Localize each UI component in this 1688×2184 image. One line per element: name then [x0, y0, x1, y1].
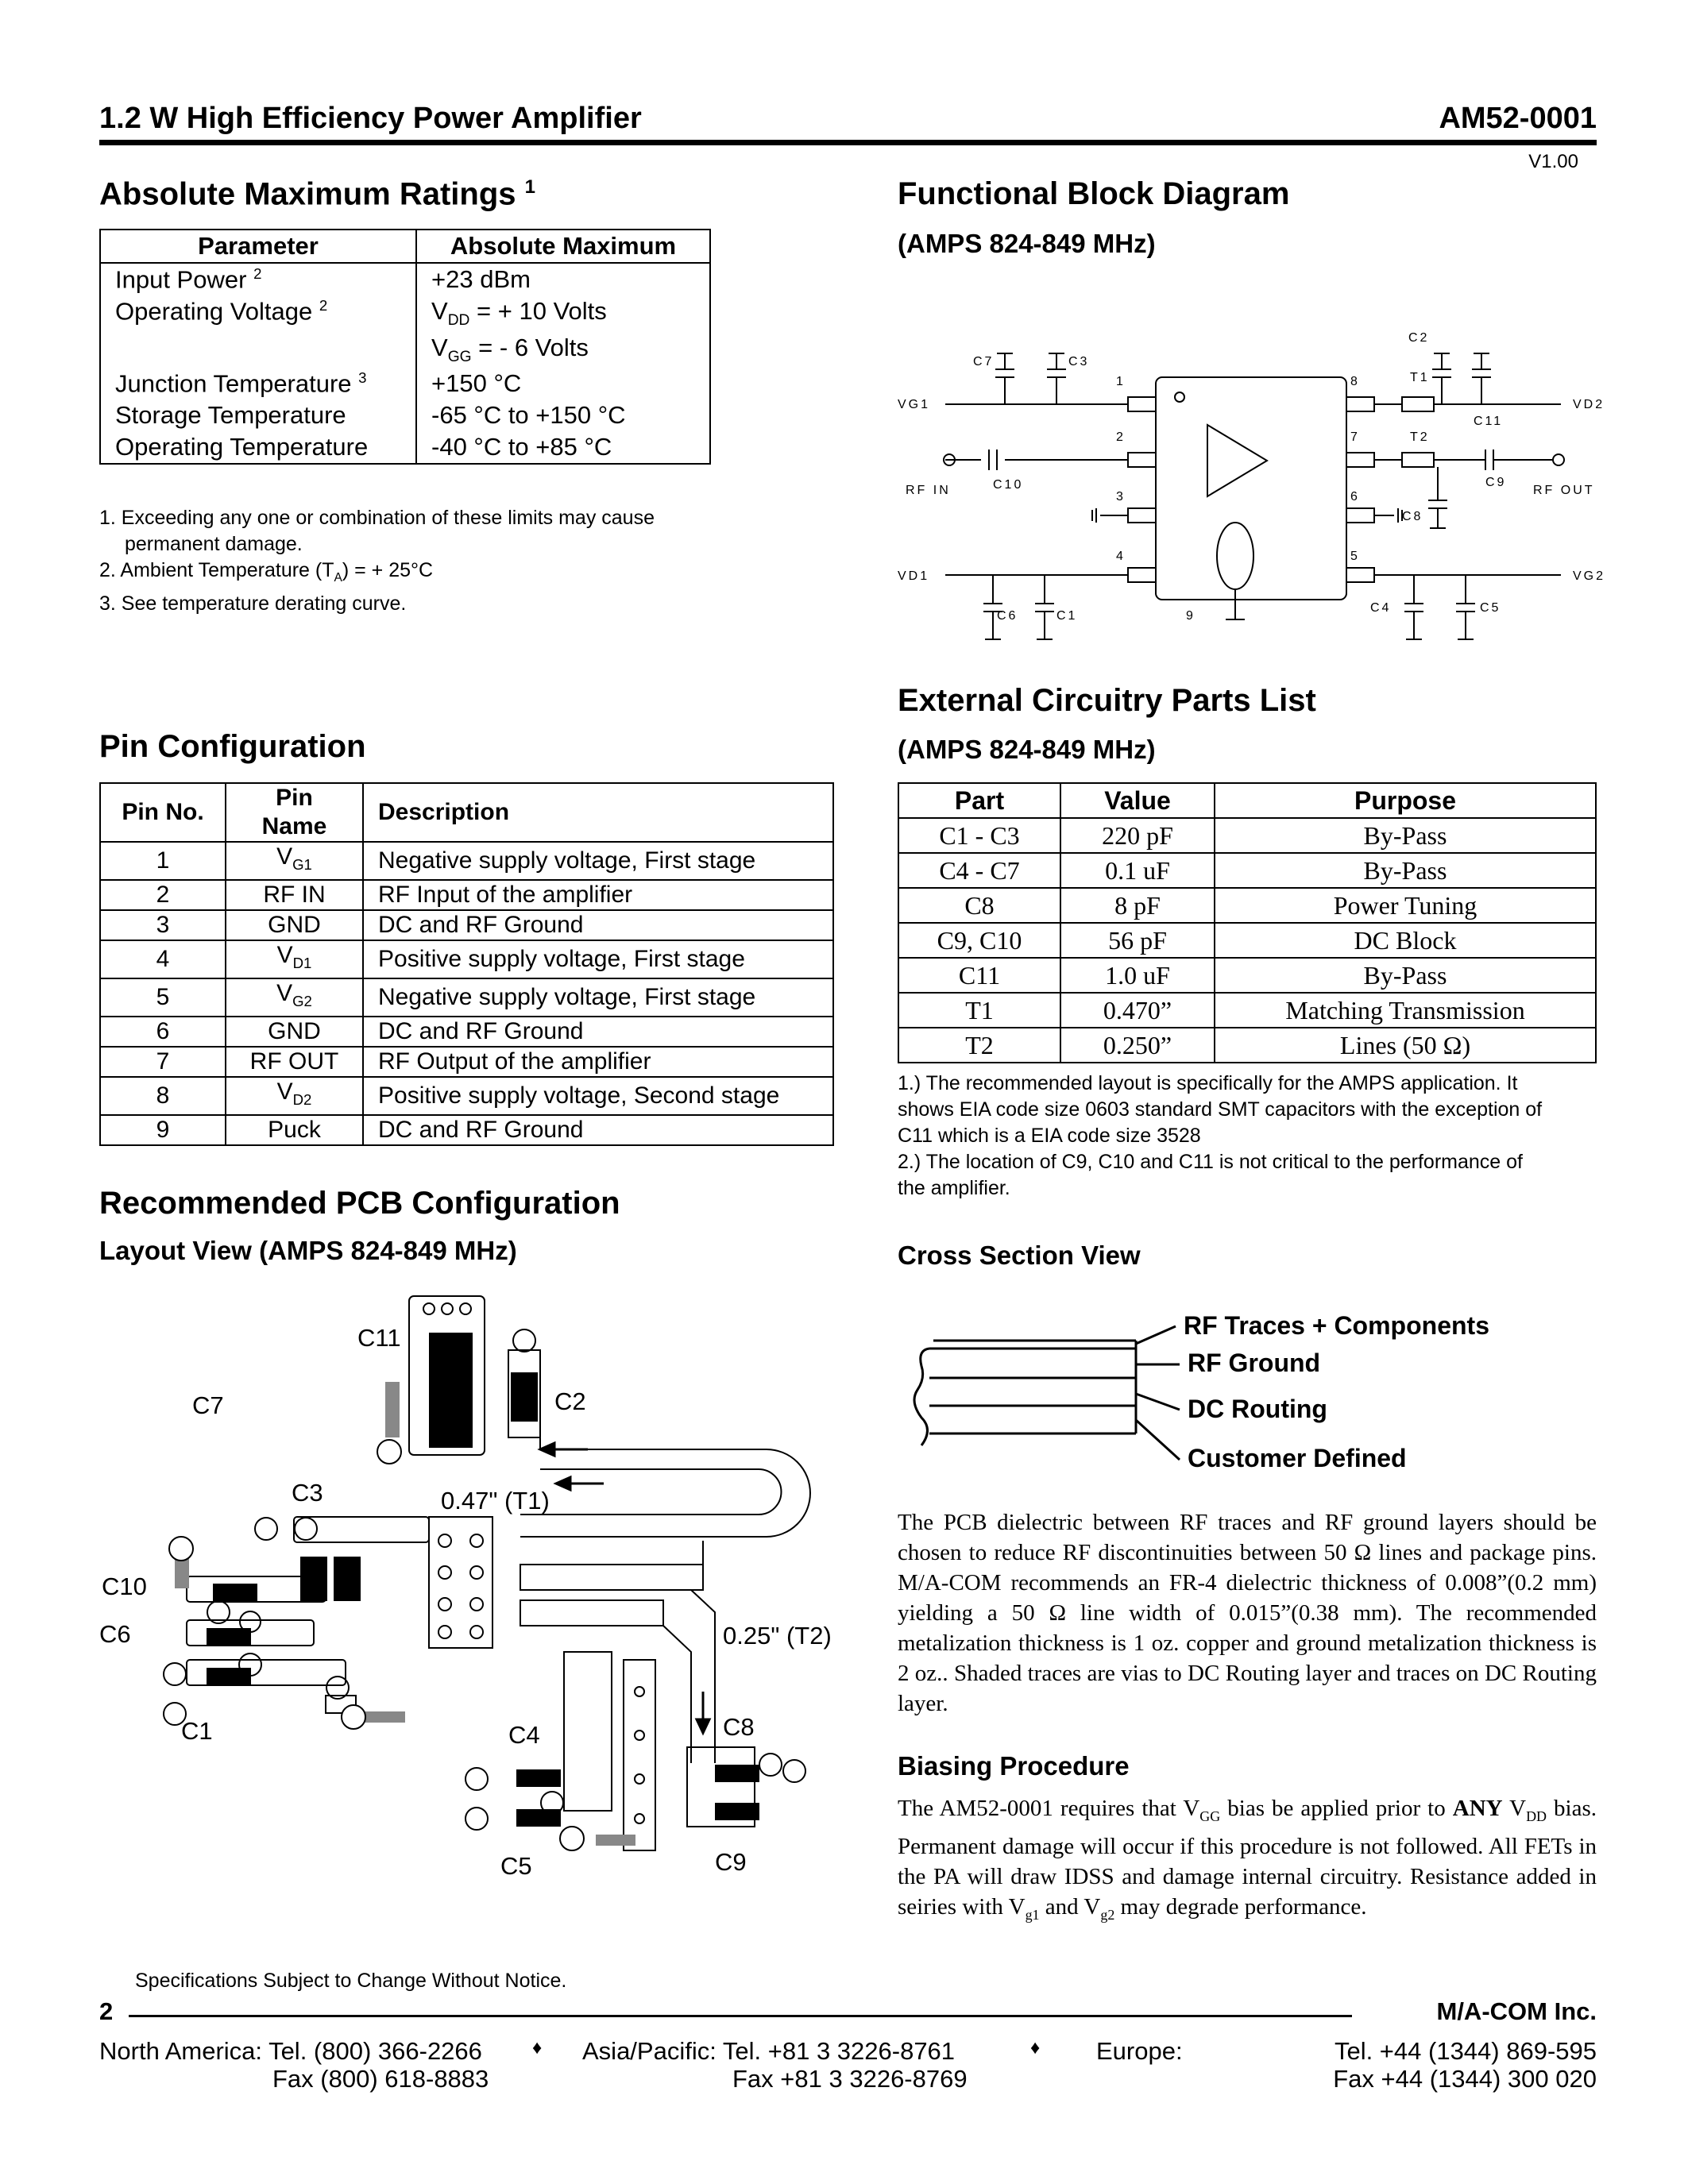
pin-name [226, 1077, 363, 1115]
cross-section-paragraph: The PCB dielectric between RF traces and RF ground layers should be chosen to reduce RF discontinuities between 50 Ω lines and package pins. M/A-COM recommends an FR-4 dielectric thickness of 0.008”(0.2 mm) yielding a 50 Ω line width of 0.015”(0.38 mm). The recommended metalization thickness is 1 oz. copper and ground metalization thickness is 2 oz.. Shaded traces are vias to DC Routing layer and traces on DC Routing layer. [898, 1510, 1597, 1716]
bias-sub: g2 [1100, 1906, 1115, 1923]
biasing-paragraph [898, 1793, 1597, 1930]
pcb-label-t1: 0.47" (T1) [441, 1487, 550, 1515]
eu-label: Europe: [1096, 2037, 1183, 2065]
part: C11 [898, 958, 1060, 993]
param: Input Power [115, 265, 247, 294]
purpose: DC Block [1215, 923, 1596, 958]
note-text: 2. Ambient Temperature (T [99, 559, 334, 581]
fbd-label-vd1: VD1 [898, 569, 930, 583]
pin-name-sub: D1 [292, 955, 312, 971]
pin-desc: Negative supply voltage, First stage [363, 978, 833, 1017]
pin-no: 7 [100, 1047, 226, 1077]
table-row [898, 818, 1596, 853]
pin-name [226, 978, 363, 1017]
value: 0.250” [1060, 1028, 1215, 1063]
col-part: Part [898, 783, 1060, 818]
abs-max-table [99, 229, 711, 465]
note-line [99, 558, 727, 591]
c8-body [715, 1765, 759, 1782]
pin-name: RF IN [226, 880, 363, 910]
table-row [898, 853, 1596, 888]
table-row [100, 1115, 833, 1145]
pin-name-sub: G1 [292, 856, 312, 873]
bias-text: V [1502, 1796, 1527, 1821]
pin-no: 4 [100, 940, 226, 978]
c11-body [429, 1333, 473, 1448]
pcb-label-c6: C6 [99, 1620, 131, 1648]
layer-dc-routing: DC Routing [1188, 1395, 1327, 1423]
purpose: By-Pass [1215, 958, 1596, 993]
abs-max-notes [99, 505, 727, 617]
pin-desc: RF Output of the amplifier [363, 1047, 833, 1077]
c6-body [207, 1628, 251, 1646]
purpose: Matching Transmission [1215, 993, 1596, 1028]
value [416, 295, 710, 331]
pin-name: Puck [226, 1115, 363, 1145]
fbd-label-c10: C10 [993, 478, 1024, 492]
fbd-label-c11: C11 [1474, 415, 1504, 428]
value: 0.1 uF [1060, 853, 1215, 888]
purpose: By-Pass [1215, 818, 1596, 853]
pcb-label-c7: C7 [192, 1391, 224, 1419]
parts-notes [898, 1071, 1613, 1202]
table-row [898, 993, 1596, 1028]
company-name: M/A-COM Inc. [1436, 1997, 1597, 2025]
fbd-label-pin9: 9 [1186, 609, 1196, 623]
pcb-label-c1: C1 [181, 1717, 213, 1745]
abs-max-heading [99, 176, 535, 212]
fbd-label-c4: C4 [1370, 601, 1392, 615]
table-row [100, 842, 833, 880]
fbd-subheading: (AMPS 824-849 MHz) [898, 229, 1156, 258]
fbd-label-c7: C7 [973, 355, 995, 369]
c10-body [213, 1584, 257, 1601]
fbd-label-pin5: 5 [1350, 550, 1360, 563]
pin-name [226, 940, 363, 978]
pcb-label-c5: C5 [500, 1852, 532, 1880]
abs-max-col-max: Absolute Maximum [416, 230, 710, 263]
via-hatch [385, 1382, 400, 1437]
pin-name-text: V [276, 843, 293, 870]
na-fax: Fax (800) 618-8883 [272, 2065, 489, 2093]
value-sub: DD [447, 312, 470, 330]
page-title: 1.2 W High Efficiency Power Amplifier [99, 102, 642, 135]
pin-name-sub: D2 [292, 1091, 312, 1108]
bias-sub: DD [1526, 1808, 1547, 1824]
fbd-label-c3: C3 [1068, 355, 1090, 369]
param: Junction Temperature [115, 369, 352, 398]
note-text: ) = + 25°C [342, 559, 434, 581]
table-row [898, 958, 1596, 993]
value: 0.470” [1060, 993, 1215, 1028]
note-line: 1. Exceeding any one or combination of these limits may cause [99, 507, 655, 529]
pin-no: 5 [100, 978, 226, 1017]
diamond-icon: ♦ [1030, 2037, 1041, 2059]
c2-body [511, 1372, 538, 1422]
c4-body [516, 1769, 561, 1787]
diamond-icon: ♦ [532, 2037, 543, 2059]
value-v: V [431, 297, 448, 326]
table-row [100, 910, 833, 940]
pin-desc: DC and RF Ground [363, 1017, 833, 1047]
part: C1 - C3 [898, 818, 1060, 853]
pin-desc: DC and RF Ground [363, 1115, 833, 1145]
table-row [100, 1047, 833, 1077]
note-line: shows EIA code size 0603 standard SMT capacitors with the exception of [898, 1098, 1543, 1121]
pin-no: 6 [100, 1017, 226, 1047]
pcb-layout-drawing [95, 1279, 850, 1898]
cross-section-drawing [898, 1302, 1613, 1485]
c9-body [715, 1803, 759, 1820]
pcb-label-c10: C10 [102, 1572, 147, 1600]
col-pin-name: Pin Name [226, 783, 363, 842]
bias-text: bias. Permanent damage will occur if this procedure is not followed. All FETs in the PA will draw IDSS and damage internal circuitry. Resistance added in seiries with V [898, 1796, 1597, 1920]
table-row [100, 431, 710, 464]
bias-text: may degrade performance. [1114, 1893, 1367, 1920]
value: -40 °C to +85 °C [416, 431, 710, 464]
fbd-label-c9: C9 [1485, 476, 1507, 489]
layer-rf-ground: RF Ground [1188, 1349, 1321, 1377]
page-number: 2 [99, 1997, 114, 2025]
pin-desc: Negative supply voltage, First stage [363, 842, 833, 880]
footer-rule [129, 2015, 1352, 2017]
pcb-heading: Recommended PCB Configuration [99, 1186, 620, 1221]
bias-sub: GG [1199, 1808, 1221, 1824]
fbd-label-rfout: RF OUT [1533, 484, 1595, 497]
note-sub: A [334, 571, 342, 585]
fbd-label-c1: C1 [1056, 609, 1078, 623]
value-sub: GG [447, 348, 472, 365]
pcb-label-t2: 0.25" (T2) [723, 1622, 832, 1650]
c7-body [300, 1557, 327, 1601]
pin-name-text: V [276, 942, 293, 968]
note-line: the amplifier. [898, 1177, 1010, 1199]
abs-max-heading-note: 1 [524, 176, 535, 198]
value-rest: = + 10 Volts [469, 297, 607, 326]
amp-package [1156, 377, 1346, 600]
fbd-label-pin2: 2 [1116, 430, 1126, 444]
fbd-label-c6: C6 [997, 609, 1018, 623]
note: 2 [319, 297, 328, 314]
parts-table [898, 782, 1597, 1063]
table-row [100, 978, 833, 1017]
parts-subheading: (AMPS 824-849 MHz) [898, 735, 1156, 764]
note-line: 3. See temperature derating curve. [99, 592, 407, 615]
col-pin-no: Pin No. [100, 783, 226, 842]
pin-name: RF OUT [226, 1047, 363, 1077]
fbd-label-c5: C5 [1480, 601, 1501, 615]
pin-desc: DC and RF Ground [363, 910, 833, 940]
fbd-label-c8: C8 [1402, 510, 1423, 523]
fbd-label-t1: T1 [1410, 371, 1430, 384]
param: Operating Temperature [115, 433, 369, 461]
pcb-subheading: Layout View (AMPS 824-849 MHz) [99, 1236, 517, 1265]
fbd-label-rfin: RF IN [906, 484, 951, 497]
ap-contact: Asia/Pacific: Tel. +81 3 3226-8761 [582, 2037, 956, 2065]
pin-config-heading: Pin Configuration [99, 729, 366, 764]
table-row [100, 263, 710, 295]
puck-symbol [1217, 523, 1253, 589]
pin-name [226, 842, 363, 880]
pin-desc: Positive supply voltage, Second stage [363, 1077, 833, 1115]
pin-no: 8 [100, 1077, 226, 1115]
table-row [100, 940, 833, 978]
fbd-label-pin8: 8 [1350, 375, 1360, 388]
table-row [898, 923, 1596, 958]
pin-name-sub: G2 [292, 993, 312, 1009]
value: 1.0 uF [1060, 958, 1215, 993]
value: -65 °C to +150 °C [416, 399, 710, 431]
col-purpose: Purpose [1215, 783, 1596, 818]
part-number: AM52-0001 [1439, 102, 1597, 135]
pcb-label-c8: C8 [723, 1713, 755, 1741]
pin-name: GND [226, 910, 363, 940]
eu-fax: Fax +44 (1344) 300 020 [1333, 2065, 1597, 2093]
note-line: permanent damage. [125, 533, 303, 555]
fbd-label-pin4: 4 [1116, 550, 1126, 563]
table-row [100, 295, 710, 331]
fbd-label-pin6: 6 [1350, 490, 1360, 504]
c5-body [516, 1809, 561, 1827]
fbd-drawing [894, 318, 1609, 667]
pcb-label-c3: C3 [292, 1479, 323, 1507]
pin-no: 9 [100, 1115, 226, 1145]
purpose: Lines (50 Ω) [1215, 1028, 1596, 1063]
col-value: Value [1060, 783, 1215, 818]
cross-section-heading: Cross Section View [898, 1241, 1141, 1270]
amplifier-symbol [1207, 425, 1267, 496]
value: +150 °C [416, 368, 710, 399]
pcb-label-c11: C11 [357, 1324, 401, 1352]
table-row [100, 1017, 833, 1047]
param: Storage Temperature [115, 401, 346, 430]
pin-no: 2 [100, 880, 226, 910]
note: 2 [253, 265, 262, 282]
layer-rf-traces: RF Traces + Components [1184, 1311, 1489, 1340]
layer-customer-defined: Customer Defined [1188, 1444, 1407, 1472]
value [416, 332, 710, 368]
purpose: By-Pass [1215, 853, 1596, 888]
pin-name-text: V [276, 1078, 293, 1105]
pin-name-text: V [276, 980, 293, 1006]
purpose: Power Tuning [1215, 888, 1596, 923]
c1-body [207, 1668, 251, 1685]
bias-text: bias be applied prior to [1220, 1796, 1453, 1821]
pcb-label-c9: C9 [715, 1848, 747, 1876]
part: T2 [898, 1028, 1060, 1063]
fbd-label-pin3: 3 [1116, 490, 1126, 504]
part: C9, C10 [898, 923, 1060, 958]
pin-desc: RF Input of the amplifier [363, 880, 833, 910]
biasing-heading: Biasing Procedure [898, 1751, 1130, 1781]
fbd-heading: Functional Block Diagram [898, 176, 1290, 211]
fbd-label-pin1: 1 [1116, 375, 1126, 388]
value-v: V [431, 333, 448, 361]
pin-no: 1 [100, 842, 226, 880]
note-line: C11 which is a EIA code size 3528 [898, 1125, 1201, 1147]
part: C8 [898, 888, 1060, 923]
table-row [100, 1077, 833, 1115]
fbd-label-c2: C2 [1408, 331, 1430, 345]
c3-body [334, 1557, 361, 1601]
table-row [100, 332, 710, 368]
bias-text: The AM52-0001 requires that V [898, 1796, 1200, 1821]
value: 8 pF [1060, 888, 1215, 923]
note: 3 [358, 369, 367, 386]
param: Operating Voltage [115, 297, 313, 326]
pin-config-table [99, 782, 834, 1146]
value: 220 pF [1060, 818, 1215, 853]
col-description: Description [363, 783, 833, 842]
na-contact: North America: Tel. (800) 366-2266 [99, 2037, 482, 2065]
header-rule [99, 140, 1597, 145]
parts-heading: External Circuitry Parts List [898, 683, 1316, 718]
via-hatch [596, 1835, 635, 1846]
eu-tel: Tel. +44 (1344) 869-595 [1334, 2037, 1597, 2065]
spec-note: Specifications Subject to Change Without Notice. [135, 1970, 567, 1992]
table-row [100, 880, 833, 910]
ap-fax: Fax +81 3 3226-8769 [732, 2065, 968, 2093]
fbd-label-t2: T2 [1410, 430, 1430, 444]
table-row [100, 399, 710, 431]
pin-name: GND [226, 1017, 363, 1047]
value: 56 pF [1060, 923, 1215, 958]
version: V1.00 [1528, 151, 1578, 172]
part: T1 [898, 993, 1060, 1028]
abs-max-col-param: Parameter [100, 230, 416, 263]
pcb-label-c2: C2 [554, 1387, 586, 1415]
abs-max-heading-text: Absolute Maximum Ratings [99, 176, 516, 212]
table-row [898, 888, 1596, 923]
part: C4 - C7 [898, 853, 1060, 888]
fbd-label-vg2: VG2 [1573, 569, 1606, 583]
note-line: 1.) The recommended layout is specifically for the AMPS application. It [898, 1072, 1518, 1094]
pin-desc: Positive supply voltage, First stage [363, 940, 833, 978]
bias-text: and V [1039, 1893, 1101, 1920]
bias-emphasis: ANY [1452, 1796, 1503, 1821]
fbd-label-pin7: 7 [1350, 430, 1360, 444]
value-rest: = - 6 Volts [471, 333, 589, 361]
pcb-label-c4: C4 [508, 1721, 540, 1749]
table-row [100, 368, 710, 399]
note-line: 2.) The location of C9, C10 and C11 is not critical to the performance of [898, 1151, 1523, 1173]
pin-no: 3 [100, 910, 226, 940]
fbd-label-vd2: VD2 [1573, 398, 1605, 411]
value: +23 dBm [416, 263, 710, 295]
fbd-label-vg1: VG1 [898, 398, 931, 411]
table-row [898, 1028, 1596, 1063]
bias-sub: g1 [1025, 1906, 1040, 1923]
